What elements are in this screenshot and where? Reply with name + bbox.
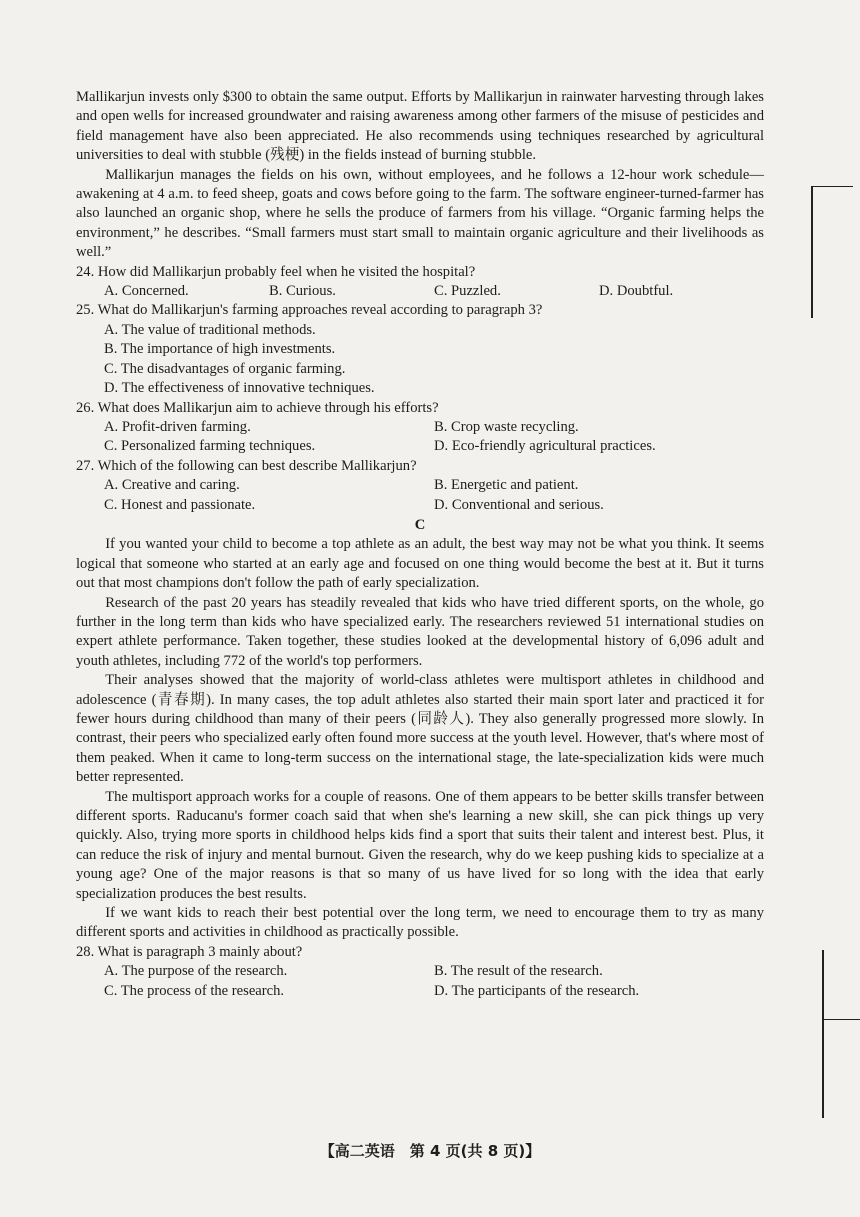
right-margin-line-bottom (822, 950, 824, 1118)
option-b: B. Crop waste recycling. (434, 418, 579, 435)
question-stem: 27. Which of the following can best describe Mallikarjun? (76, 457, 417, 474)
option-a: A. Profit-driven farming. (104, 418, 251, 435)
right-margin-tick-bottom (822, 1019, 860, 1020)
passage-c-paragraph-1: If you wanted your child to become a top athlete as an adult, the best way may not be what you think. It seems logical that someone who started at an early age and focused on one thing would become the best at it. But it turns out that most champions don't follow the path of early specialization. (76, 536, 764, 592)
option-c: C. Puzzled. (434, 283, 501, 300)
question-options-row-2 (76, 496, 764, 515)
question-options-row-2 (76, 437, 764, 456)
question-26 (76, 399, 764, 457)
question-stem: 28. What is paragraph 3 mainly about? (76, 943, 303, 960)
question-options-row-1 (76, 418, 764, 437)
passage-b-paragraph-4: Mallikarjun manages the fields on his own, without employees, and he follows a 12-hour work schedule—awakening at 4 a.m. to feed sheep, goats and cows before going to the farm. The software engineer-turned-farmer has also launched an organic shop, where he sells the produce of farmers from his village. “Organic farming helps the environment,” he describes. “Small farmers must start small to maintain organic agriculture and their livelihoods as well.” (76, 166, 764, 261)
passage-b-paragraph-3: Mallikarjun invests only $300 to obtain the same output. Efforts by Mallikarjun in rainwater harvesting through lakes and open wells for increased groundwater and raising awareness among other farmers of the misuse of pesticides and field management have also been appreciated. He also recommends using techniques researched by agricultural universities to deal with stubble (残梗) in the fields instead of burning stubble. (76, 89, 764, 164)
page-footer: 【高二英语 第 4 页(共 8 页)】 (319, 1142, 541, 1160)
option-b: B. The importance of high investments. (104, 341, 336, 358)
question-options-row-2 (76, 982, 764, 1001)
question-stem: 25. What do Mallikarjun's farming approaches reveal according to paragraph 3? (76, 302, 543, 319)
option-a: A. Creative and caring. (104, 477, 240, 494)
question-options-row-1 (76, 476, 764, 495)
option-d: D. Conventional and serious. (434, 496, 604, 513)
option-c: C. The process of the research. (104, 982, 285, 999)
option-c: C. The disadvantages of organic farming. (104, 360, 346, 377)
option-b: B. The result of the research. (434, 963, 603, 980)
option-a: A. The value of traditional methods. (104, 321, 316, 338)
question-stem: 26. What does Mallikarjun aim to achieve through his efforts? (76, 399, 439, 416)
passage-c-paragraph-4: The multisport approach works for a couple of reasons. One of them appears to be better skills transfer between different sports. Raducanu's former coach said that when she's learning a new skill, she can pick things up very quickly. Also, trying more sports in childhood helps kids find a sport that suits their talent and interest best. Plus, it can reduce the risk of injury and mental burnout. Given the research, why do we keep pushing kids to specialize at a young age? One of the major reasons is that so many of us have lived for so long with the idea that early specialization produces the best results. (76, 788, 764, 902)
option-c: C. Personalized farming techniques. (104, 438, 316, 455)
passage-c-paragraph-5: If we want kids to reach their best potential over the long term, we need to encourage them to try as many different sports and activities in childhood as practically possible. (76, 905, 764, 941)
option-a: A. The purpose of the research. (104, 963, 288, 980)
question-options (76, 282, 764, 301)
option-d: D. Doubtful. (599, 283, 674, 300)
question-27 (76, 457, 764, 515)
passage-c-paragraph-3: Their analyses showed that the majority of world-class athletes were multisport athletes in childhood and adolescence (青春期). In many cases, the top adult athletes also started their main sport later and practiced it for fewer hours during childhood than many of their peers (同龄人). They also generally progressed more slowly. In contrast, their peers who specialized early often found more success at the youth level. However, that's where most of them peaked. When it came to long-term success on the international stage, the late-specialization kids were much better represented. (76, 672, 764, 786)
option-b: B. Energetic and patient. (434, 477, 579, 494)
question-stem: 24. How did Mallikarjun probably feel when he visited the hospital? (76, 263, 476, 280)
option-b: B. Curious. (269, 283, 336, 300)
passage-c-paragraph-2: Research of the past 20 years has steadily revealed that kids who have tried different sports, on the whole, go further in the long term than kids who have specialized early. The researchers reviewed 51 international studies on expert athlete performance. Taken together, these studies looked at the developmental history of 6,096 adult and youth athletes, including 772 of the world's top performers. (76, 594, 764, 669)
exam-page (76, 88, 764, 1001)
question-28 (76, 943, 764, 1001)
question-24 (76, 263, 764, 302)
section-c-heading: C (414, 516, 426, 533)
right-margin-tick-top (811, 186, 853, 187)
right-margin-line-top (811, 186, 813, 318)
option-a: A. Concerned. (104, 283, 189, 300)
option-c: C. Honest and passionate. (104, 496, 256, 513)
option-d: D. The effectiveness of innovative techniques. (104, 380, 375, 397)
question-25 (76, 301, 764, 398)
option-d: D. Eco-friendly agricultural practices. (434, 438, 656, 455)
question-options-row-1 (76, 962, 764, 981)
option-d: D. The participants of the research. (434, 982, 640, 999)
